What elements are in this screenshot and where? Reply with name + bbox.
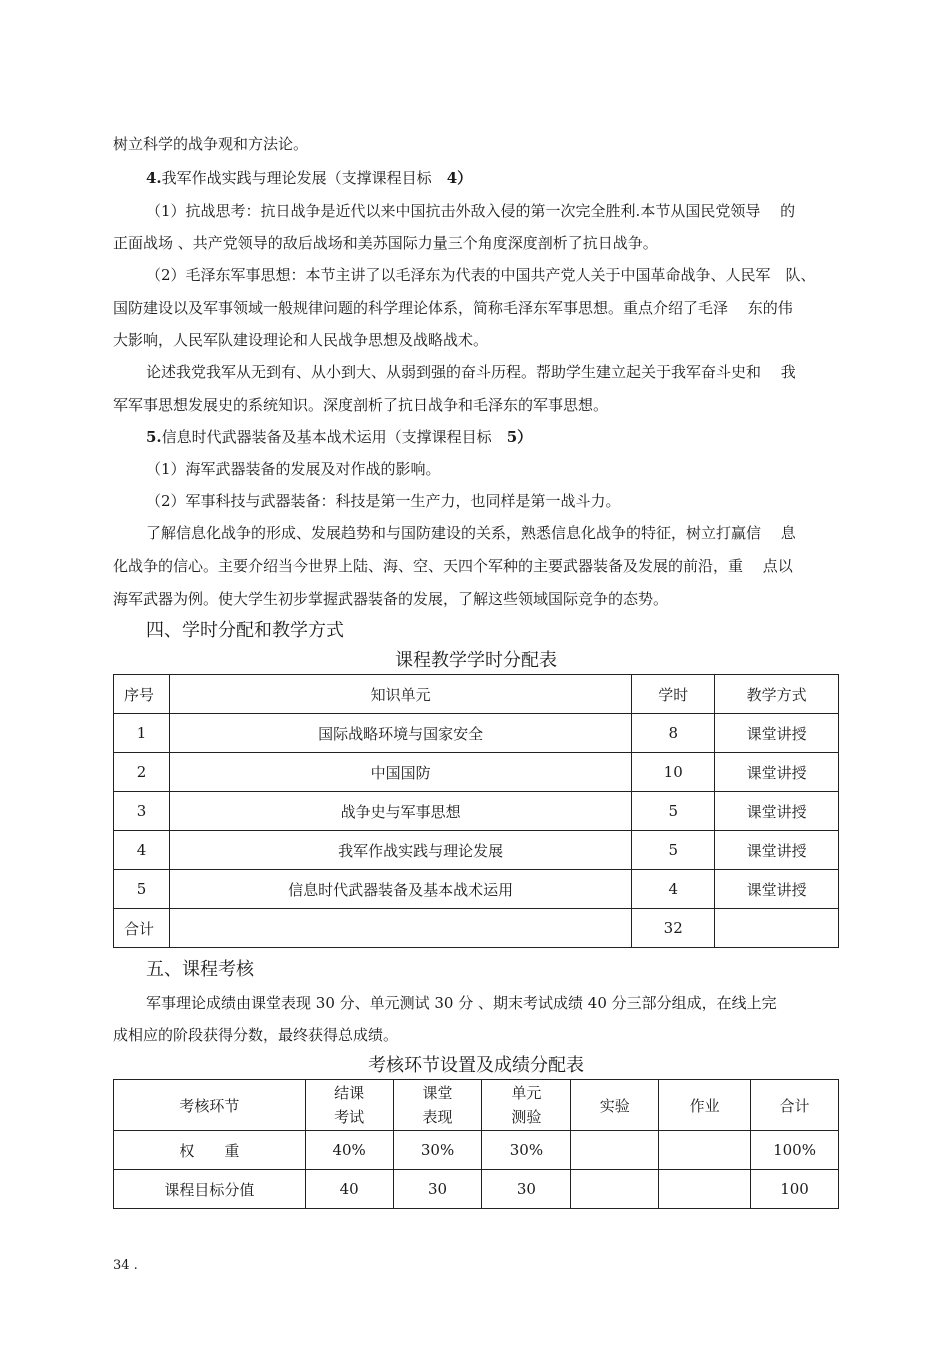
header-cell: 考核环节 (114, 1080, 306, 1131)
course-target: 5） (506, 428, 533, 446)
paragraph: （1）抗战思考：抗日战争是近代以来中国抗击外敌入侵的第一次完全胜利.本节从国民党领导 的 (146, 202, 796, 220)
table-cell: 5 (114, 870, 170, 909)
table-cell: 权 重 (114, 1131, 306, 1170)
table-cell: 5 (632, 792, 715, 831)
paragraph: 军军事思想发展史的系统知识。深度剖析了抗日战争和毛泽东的军事思想。 (113, 396, 609, 414)
section-heading: 五、课程考核 (146, 959, 254, 980)
table-cell: 3 (114, 792, 170, 831)
table-cell: 课堂讲授 (715, 714, 839, 753)
paragraph: 成相应的阶段获得分数，最终获得总成绩。 (113, 1026, 399, 1044)
table-cell (659, 1131, 751, 1170)
header-cell: 序号 (114, 675, 170, 714)
table-cell: 课堂讲授 (715, 831, 839, 870)
table-row (114, 1131, 839, 1170)
table-cell: 4 (114, 831, 170, 870)
paragraph: 了解信息化战争的形成、发展趋势和与国防建设的关系，熟悉信息化战争的特征，树立打赢信 息 (146, 524, 796, 542)
table-cell: 40% (305, 1131, 393, 1170)
section-title-text: 信息时代武器装备及基本战术运用（支撑课程目标 (161, 428, 492, 446)
page-number: 34 . (113, 1258, 138, 1273)
table-row (114, 792, 839, 831)
table-cell: 1 (114, 714, 170, 753)
table-row (114, 870, 839, 909)
table-cell: 30% (393, 1131, 482, 1170)
hours-table (113, 674, 839, 948)
table-cell: 10 (632, 753, 715, 792)
table-cell: 5 (632, 831, 715, 870)
table-cell (571, 1131, 659, 1170)
table-cell: 课程目标分值 (114, 1170, 306, 1209)
paragraph: （2）军事科技与武器装备：科技是第一生产力，也同样是第一战斗力。 (146, 492, 621, 510)
table-cell: 战争史与军事思想 (169, 792, 631, 831)
paragraph: 论述我党我军从无到有、从小到大、从弱到强的奋斗历程。帮助学生建立起关于我军奋斗史和 我 (146, 363, 796, 381)
paragraph: 军事理论成绩由课堂表现 30 分、单元测试 30 分 、期末考试成绩 40 分三部分组成，在线上完 (146, 994, 777, 1012)
table-cell: 8 (632, 714, 715, 753)
table-cell (715, 909, 839, 948)
paragraph: 国防建设以及军事领域一般规律问题的科学理论体系，简称毛泽东军事思想。重点介绍了毛泽 东的伟 (113, 299, 793, 317)
table-cell: 合计 (114, 909, 170, 948)
header-cell: 结课 考试 (305, 1080, 393, 1131)
paragraph: 大影响，人民军队建设理论和人民战争思想及战略战术。 (113, 331, 489, 349)
section-heading: 四、学时分配和教学方式 (146, 620, 344, 641)
paragraph: （1）海军武器装备的发展及对作战的影响。 (146, 460, 441, 478)
section-4-title (146, 168, 472, 188)
table-total-row (114, 909, 839, 948)
header-cell: 作业 (659, 1080, 751, 1131)
table-header-row (114, 675, 839, 714)
paragraph: 海军武器为例。使大学生初步掌握武器装备的发展，了解这些领域国际竞争的态势。 (113, 590, 669, 608)
table-cell: 中国国防 (169, 753, 631, 792)
header-cell: 教学方式 (715, 675, 839, 714)
table-caption: 考核环节设置及成绩分配表 (368, 1055, 584, 1076)
paragraph: 化战争的信心。主要介绍当今世界上陆、海、空、天四个军种的主要武器装备及发展的前沿，重 点以 (113, 557, 793, 575)
header-cell: 合计 (751, 1080, 839, 1131)
header-cell: 实验 (571, 1080, 659, 1131)
table-cell: 信息时代武器装备及基本战术运用 (169, 870, 631, 909)
assessment-table (113, 1079, 839, 1209)
table-cell: 国际战略环境与国家安全 (169, 714, 631, 753)
header-cell: 学时 (632, 675, 715, 714)
table-cell: 课堂讲授 (715, 870, 839, 909)
paragraph: （2）毛泽东军事思想：本节主讲了以毛泽东为代表的中国共产党人关于中国革命战争、人民军 队、 (146, 266, 816, 284)
header-cell: 课堂 表现 (393, 1080, 482, 1131)
table-caption: 课程教学学时分配表 (395, 650, 557, 671)
course-target: 4） (446, 169, 473, 187)
table-cell: 100 (751, 1170, 839, 1209)
table-cell: 2 (114, 753, 170, 792)
table-cell: 4 (632, 870, 715, 909)
table-cell: 30% (482, 1131, 571, 1170)
table-cell: 30 (393, 1170, 482, 1209)
table-header-row (114, 1080, 839, 1131)
table-row (114, 753, 839, 792)
paragraph: 正面战场 、共产党领导的敌后战场和美苏国际力量三个角度深度剖析了抗日战争。 (113, 234, 658, 252)
table-cell (571, 1170, 659, 1209)
table-cell: 40 (305, 1170, 393, 1209)
table-cell: 课堂讲授 (715, 792, 839, 831)
table-row (114, 831, 839, 870)
section-number: 4. (146, 169, 162, 187)
table-cell (169, 909, 631, 948)
paragraph: 树立科学的战争观和方法论。 (113, 135, 309, 153)
table-cell: 30 (482, 1170, 571, 1209)
section-number: 5. (146, 428, 162, 446)
table-cell: 课堂讲授 (715, 753, 839, 792)
section-5-title (146, 427, 532, 447)
table-row (114, 1170, 839, 1209)
table-cell: 100% (751, 1131, 839, 1170)
header-cell: 知识单元 (169, 675, 631, 714)
section-title-text: 我军作战实践与理论发展（支撑课程目标 (161, 169, 432, 187)
header-cell: 单元 测验 (482, 1080, 571, 1131)
table-cell: 32 (632, 909, 715, 948)
table-cell (659, 1170, 751, 1209)
table-row (114, 714, 839, 753)
table-cell: 我军作战实践与理论发展 (169, 831, 631, 870)
